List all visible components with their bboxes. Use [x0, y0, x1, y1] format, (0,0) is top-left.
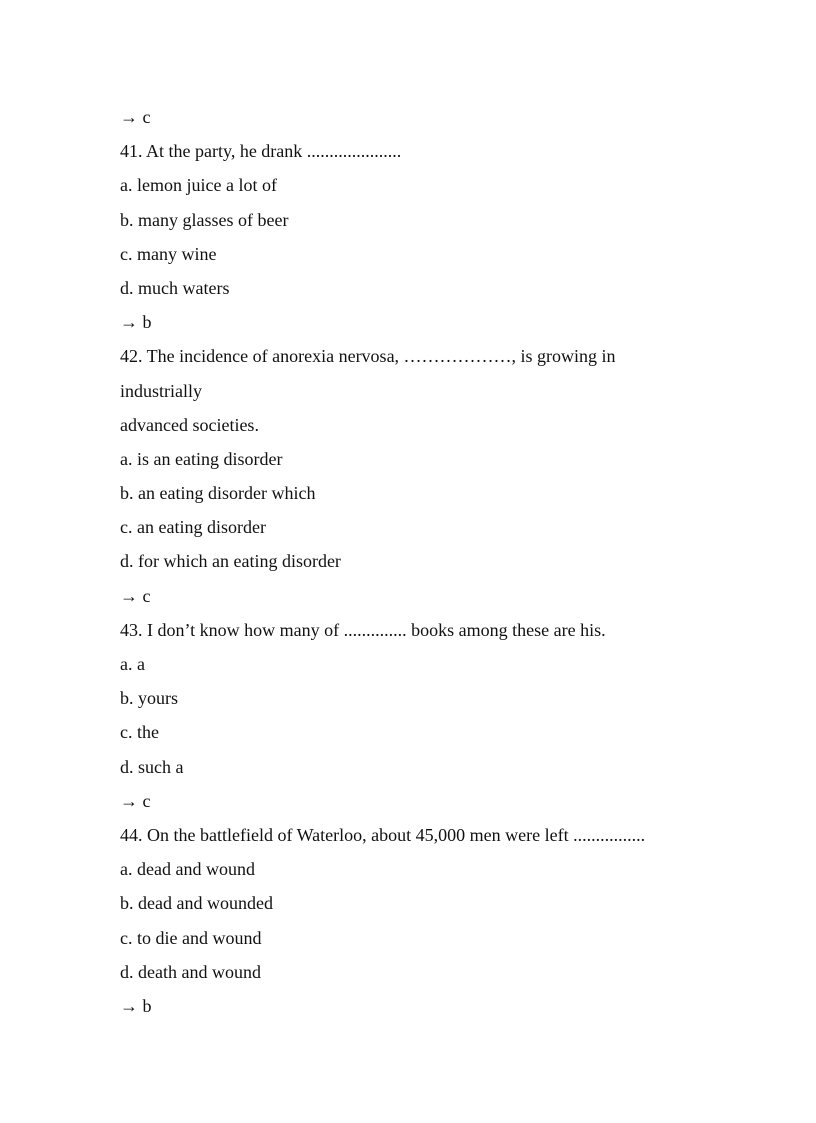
question-42-cont-1: industrially [120, 380, 202, 401]
question-44: 44. On the battlefield of Waterloo, about 45,000 men were left ................ [120, 824, 646, 845]
answer-42: → c [120, 585, 151, 606]
answer-44: → b [120, 995, 152, 1016]
option-43-b: b. yours [120, 688, 178, 709]
option-41-b: b. many glasses of beer [120, 209, 289, 230]
option-43-d: d. such a [120, 756, 184, 777]
option-41-c: c. many wine [120, 243, 217, 264]
option-41-a: a. lemon juice a lot of [120, 175, 277, 196]
answer-43: → c [120, 790, 151, 811]
question-42: 42. The incidence of anorexia nervosa, ………………, is growing in [120, 346, 616, 367]
option-42-b: b. an eating disorder which [120, 483, 316, 504]
question-42-cont-2: advanced societies. [120, 414, 259, 435]
option-44-a: a. dead and wound [120, 859, 255, 880]
option-44-b: b. dead and wounded [120, 893, 273, 914]
option-44-d: d. death and wound [120, 961, 261, 982]
option-42-c: c. an eating disorder [120, 517, 266, 538]
question-43: 43. I don’t know how many of .............. books among these are his. [120, 619, 606, 640]
option-43-a: a. a [120, 654, 145, 674]
document-page [120, 100, 720, 1023]
option-41-d: d. much waters [120, 277, 230, 298]
answer-41: → b [120, 312, 152, 333]
answer-40: → c [120, 107, 151, 127]
option-44-c: c. to die and wound [120, 927, 262, 948]
option-42-d: d. for which an eating disorder [120, 551, 341, 572]
question-41: 41. At the party, he drank ..................... [120, 141, 402, 162]
option-42-a: a. is an eating disorder [120, 448, 283, 469]
option-43-c: c. the [120, 722, 159, 743]
